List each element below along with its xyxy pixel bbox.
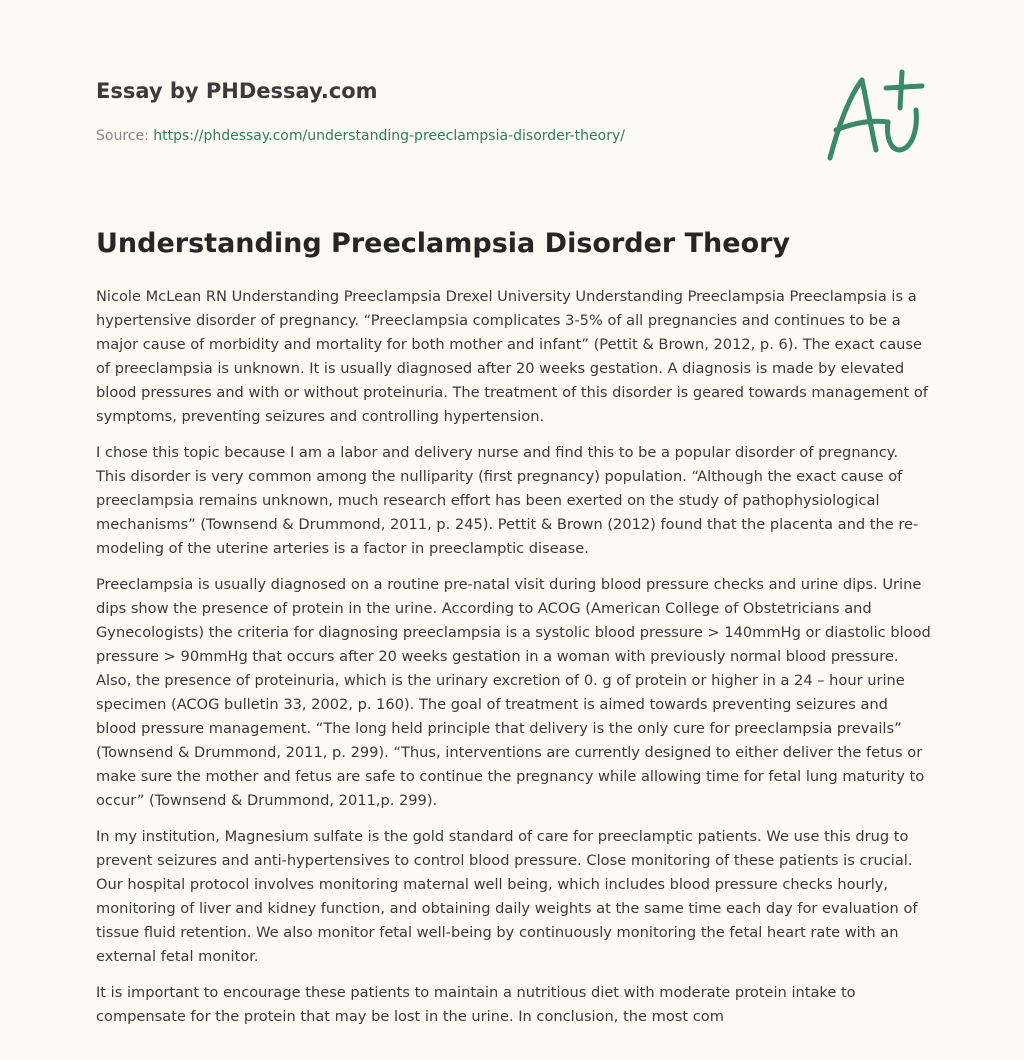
- source-line: [96, 126, 796, 146]
- source-link[interactable]: https://phdessay.com/understanding-preeclampsia-disorder-theory/: [153, 128, 625, 144]
- essay-header: [96, 76, 796, 146]
- paragraph: Nicole McLean RN Understanding Preeclampsia Drexel University Understanding Preeclampsia Preeclampsia is a hypertensive disorder of pregnancy. “Preeclampsia complicates 3-5% of all pregnancies and continues to be a major cause of morbidity and mortality for both mother and infant” (Pettit & Brown, 2012, p. 6). The exact cause of preeclampsia is unknown. It is usually diagnosed after 20 weeks gestation. A diagnosis is made by elevated blood pressures and with or without proteinuria. The treatment of this disorder is geared towards management of symptoms, preventing seizures and controlling hypertension.: [96, 288, 928, 425]
- article-body: [96, 285, 931, 1041]
- a-plus-icon: [820, 68, 930, 168]
- source-label: Source:: [96, 128, 149, 144]
- paragraph: In my institution, Magnesium sulfate is the gold standard of care for preeclamptic patients. We use this drug to prevent seizures and anti-hypertensives to control blood pressure. Close monitoring of these patients is crucial. Our hospital protocol involves monitoring maternal well being, which includes blood pressure checks hourly, monitoring of liver and kidney function, and obtaining daily weights at the same time each day for evaluation of tissue fluid retention. We also monitor fetal well-being by continuously monitoring the fetal heart rate with an external fetal monitor.: [96, 828, 918, 965]
- site-title: Essay by PHDessay.com: [96, 79, 378, 103]
- article-title: Understanding Preeclampsia Disorder Theory: [96, 228, 791, 259]
- paragraph: It is important to encourage these patients to maintain a nutritious diet with moderate protein intake to compensate for the protein that may be lost in the urine. In conclusion, the most com: [96, 984, 856, 1025]
- paragraph: I chose this topic because I am a labor and delivery nurse and find this to be a popular disorder of pregnancy. This disorder is very common among the nulliparity (first pregnancy) population. “Although the exact cause of preeclampsia remains unknown, much research effort has been exerted on the study of pathophysiological mechanisms” (Townsend & Drummond, 2011, p. 245). Pettit & Brown (2012) found that the placenta and the re-modeling of the uterine arteries is a factor in preeclamptic disease.: [96, 444, 919, 557]
- paragraph: Preeclampsia is usually diagnosed on a routine pre-natal visit during blood pressure checks and urine dips. Urine dips show the presence of protein in the urine. According to ACOG (American College of Obstetricians and Gynecologists) the criteria for diagnosing preeclampsia is a systolic blood pressure > 140mmHg or diastolic blood pressure > 90mmHg that occurs after 20 weeks gestation in a woman with previously normal blood pressure. Also, the presence of proteinuria, which is the urinary excretion of 0. g of protein or higher in a 24 – hour urine specimen (ACOG bulletin 33, 2002, p. 160). The goal of treatment is aimed towards preventing seizures and blood pressure management. “The long held principle that delivery is the only cure for preeclampsia prevails” (Townsend & Drummond, 2011, p. 299). “Thus, interventions are currently designed to either deliver the fetus or make sure the mother and fetus are safe to continue the pregnancy while allowing time for fetal lung maturity to occur” (Townsend & Drummond, 2011,p. 299).: [96, 576, 931, 809]
